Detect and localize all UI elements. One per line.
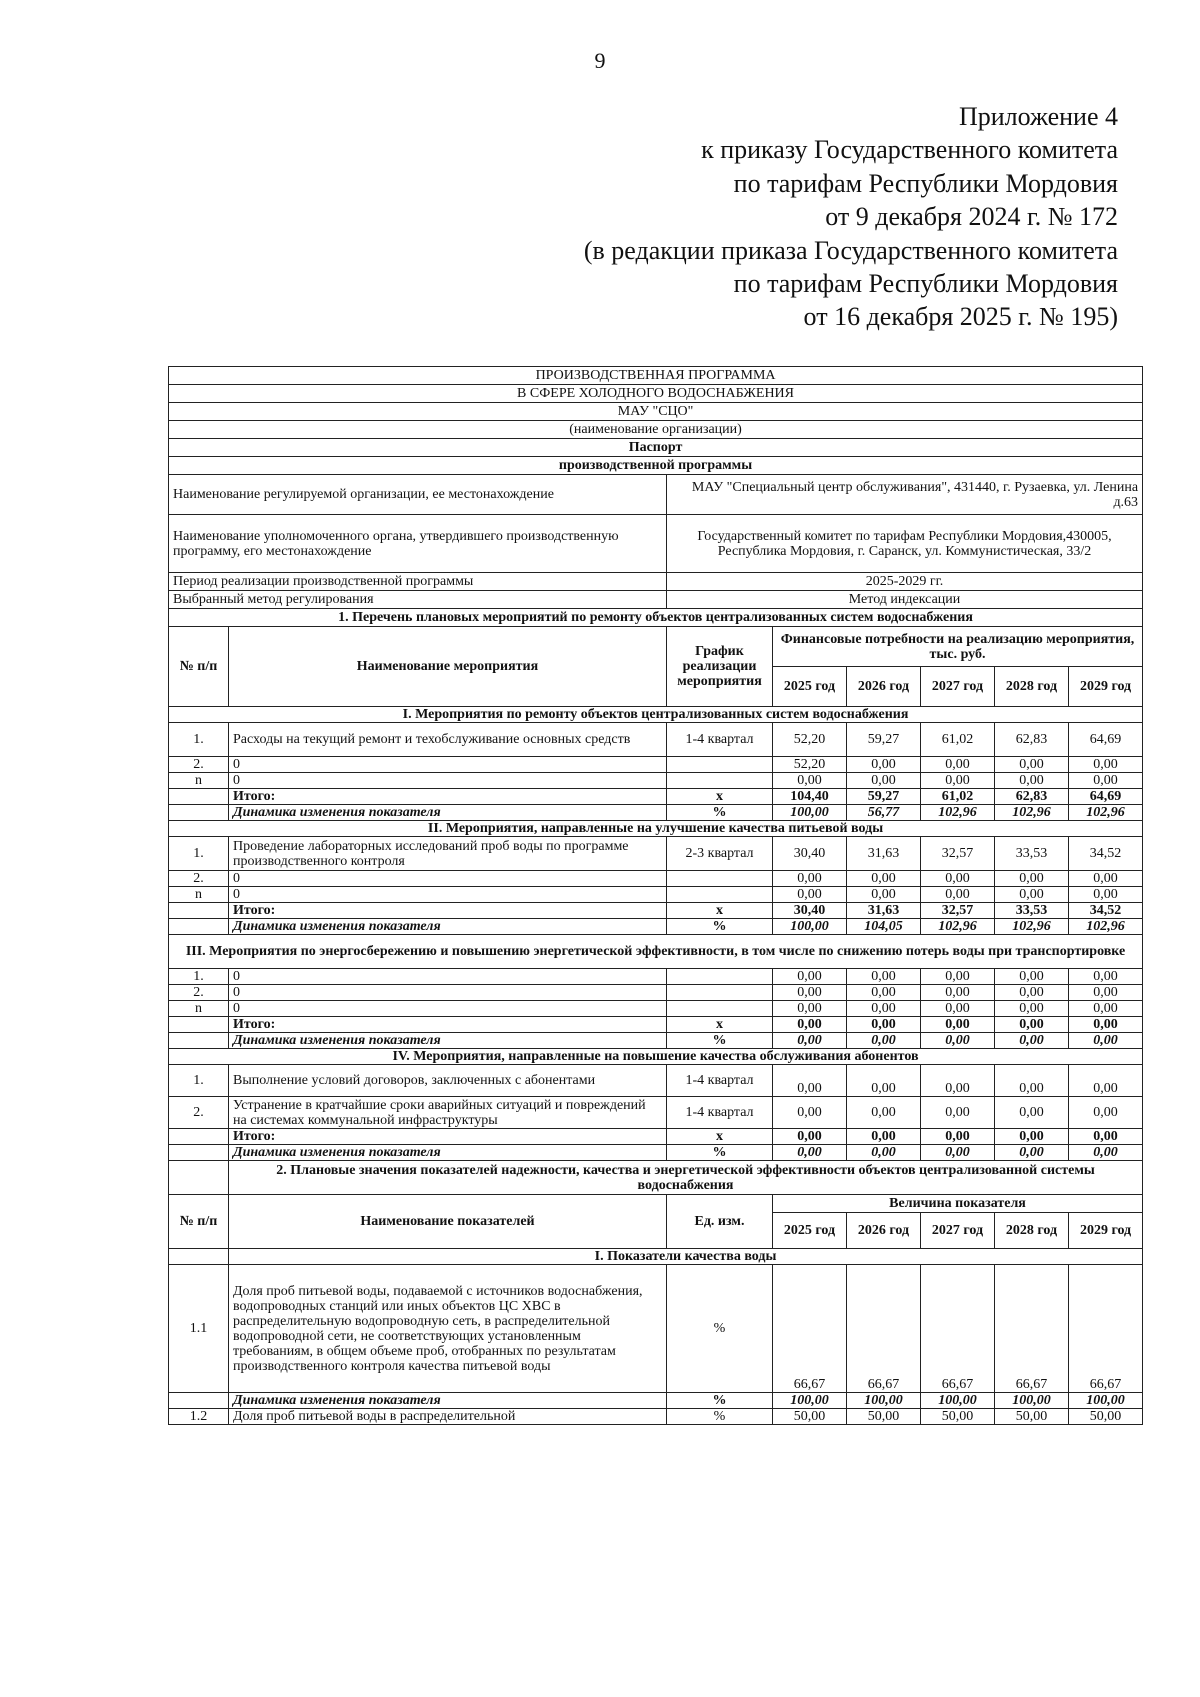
value-cell: 0,00: [1069, 985, 1143, 1001]
total-marker: х: [667, 1129, 773, 1145]
row-number: 2.: [169, 985, 229, 1001]
dynamics-unit: %: [667, 1033, 773, 1049]
dynamics-label: Динамика изменения показателя: [229, 805, 667, 821]
dynamics-value: 0,00: [1069, 1145, 1143, 1161]
program-title: ПРОИЗВОДСТВЕННАЯ ПРОГРАММА: [169, 367, 1143, 385]
row-number: 1.2: [169, 1409, 229, 1425]
total-value: 0,00: [995, 1017, 1069, 1033]
row-number: n: [169, 1001, 229, 1017]
value-cell: 0,00: [847, 969, 921, 985]
appendix-line: Приложение 4: [958, 102, 1118, 131]
value-cell: 0,00: [995, 985, 1069, 1001]
schedule-cell: 1-4 квартал: [667, 1065, 773, 1097]
row-number: 2.: [169, 757, 229, 773]
dynamics-value: 0,00: [847, 1033, 921, 1049]
value-cell: 0,00: [773, 887, 847, 903]
appendix-line: от 16 декабря 2025 г. № 195): [803, 302, 1118, 332]
year-header: 2028 год: [995, 667, 1069, 707]
row-number: 1.1: [169, 1265, 229, 1393]
organization-name: МАУ "СЦО": [169, 403, 1143, 421]
dynamics-value: 100,00: [773, 1393, 847, 1409]
appendix-heading: [478, 100, 1118, 334]
group-title: IV. Мероприятия, направленные на повышение качества обслуживания абонентов: [169, 1049, 1143, 1065]
appendix-line: от 9 декабря 2024 г. № 172: [825, 202, 1118, 232]
passport-label: Период реализации производственной программы: [169, 573, 667, 591]
total-label: Итого:: [229, 903, 667, 919]
appendix-line: к приказу Государственного комитета: [701, 135, 1118, 165]
value-cell: 0,00: [1069, 1065, 1143, 1097]
dynamics-value: 100,00: [773, 805, 847, 821]
value-cell: 0,00: [995, 757, 1069, 773]
year-header: 2025 год: [773, 1213, 847, 1249]
dynamics-value: 100,00: [995, 1393, 1069, 1409]
value-cell: 0,00: [921, 1065, 995, 1097]
dynamics-value: 102,96: [921, 919, 995, 935]
year-header: 2025 год: [773, 667, 847, 707]
col-number-header: № п/п: [169, 627, 229, 707]
value-cell: 0,00: [921, 773, 995, 789]
row-number: 1.: [169, 723, 229, 757]
total-marker: х: [667, 1017, 773, 1033]
schedule-cell: [667, 887, 773, 903]
row-number: n: [169, 773, 229, 789]
activity-name: 0: [229, 871, 667, 887]
dynamics-value: 100,00: [847, 1393, 921, 1409]
activity-name: Расходы на текущий ремонт и техобслуживание основных средств: [229, 723, 667, 757]
passport-label: Наименование уполномоченного органа, утвердившего производственную программу, его местонахождение: [169, 515, 667, 573]
schedule-cell: [667, 871, 773, 887]
activity-name: 0: [229, 773, 667, 789]
year-header: 2027 год: [921, 667, 995, 707]
total-label: Итого:: [229, 1129, 667, 1145]
appendix-line: по тарифам Республики Мордовия: [733, 168, 1118, 198]
total-label: Итого:: [229, 789, 667, 805]
value-cell: 0,00: [1069, 969, 1143, 985]
value-cell: 0,00: [995, 887, 1069, 903]
value-cell: 30,40: [773, 837, 847, 871]
group-title: I. Показатели качества воды: [229, 1249, 1143, 1265]
total-value: 0,00: [773, 1129, 847, 1145]
value-cell: 0,00: [773, 871, 847, 887]
value-cell: 66,67: [773, 1265, 847, 1393]
value-cell: 0,00: [995, 773, 1069, 789]
page-number: 9: [594, 48, 606, 73]
empty-cell: [169, 1033, 229, 1049]
appendix-line: (в редакции приказа Государственного комитета: [583, 235, 1118, 265]
value-cell: 0,00: [995, 1001, 1069, 1017]
year-header: 2028 год: [995, 1213, 1069, 1249]
value-cell: 0,00: [1069, 1001, 1143, 1017]
value-cell: 50,00: [773, 1409, 847, 1425]
schedule-cell: 1-4 квартал: [667, 1097, 773, 1129]
value-cell: 0,00: [1069, 871, 1143, 887]
indicator-name: Доля проб питьевой воды в распределительной: [229, 1409, 667, 1425]
dynamics-unit: %: [667, 805, 773, 821]
value-cell: 62,83: [995, 723, 1069, 757]
activity-name: Проведение лабораторных исследований проб воды по программе производственного контроля: [229, 837, 667, 871]
value-cell: 50,00: [847, 1409, 921, 1425]
value-cell: 66,67: [921, 1265, 995, 1393]
row-number: 2.: [169, 871, 229, 887]
empty-cell: [169, 805, 229, 821]
dynamics-value: 100,00: [921, 1393, 995, 1409]
dynamics-value: 0,00: [995, 1033, 1069, 1049]
total-value: 0,00: [921, 1129, 995, 1145]
value-cell: 0,00: [995, 969, 1069, 985]
empty-cell: [169, 1249, 229, 1265]
dynamics-unit: %: [667, 919, 773, 935]
passport-value: МАУ "Специальный центр обслуживания", 431440, г. Рузаевка, ул. Ленина д.63: [667, 475, 1143, 515]
total-value: 64,69: [1069, 789, 1143, 805]
total-value: 0,00: [773, 1017, 847, 1033]
value-cell: 64,69: [1069, 723, 1143, 757]
activity-name: 0: [229, 1001, 667, 1017]
empty-cell: [169, 789, 229, 805]
group-title: I. Мероприятия по ремонту объектов централизованных систем водоснабжения: [169, 707, 1143, 723]
value-cell: 0,00: [847, 871, 921, 887]
value-cell: 0,00: [921, 1001, 995, 1017]
activity-name: 0: [229, 969, 667, 985]
passport-subtitle: производственной программы: [169, 457, 1143, 475]
value-cell: 0,00: [1069, 773, 1143, 789]
total-value: 104,40: [773, 789, 847, 805]
value-cell: 0,00: [847, 1097, 921, 1129]
empty-cell: [169, 919, 229, 935]
value-cell: 59,27: [847, 723, 921, 757]
empty-cell: [169, 1129, 229, 1145]
dynamics-value: 102,96: [921, 805, 995, 821]
dynamics-value: 0,00: [773, 1033, 847, 1049]
passport-value: Государственный комитет по тарифам Республики Мордовия,430005, Республика Мордовия, г. Саранск, ул. Коммунистическая, 33/2: [667, 515, 1143, 573]
total-marker: х: [667, 903, 773, 919]
col-value-header: Величина показателя: [773, 1195, 1143, 1213]
total-value: 30,40: [773, 903, 847, 919]
value-cell: 0,00: [773, 969, 847, 985]
col-unit-header: Ед. изм.: [667, 1195, 773, 1249]
total-marker: х: [667, 789, 773, 805]
indicator-name: Доля проб питьевой воды, подаваемой с источников водоснабжения, водопроводных станций или иных объектов ЦС ХВС в распределительную водопроводную сеть, в распределительной водопроводной сети, не соответствующих установленным требованиям, в общем объеме проб, отобранных по результатам производственного контроля качества питьевой воды: [229, 1265, 667, 1393]
total-value: 0,00: [847, 1017, 921, 1033]
schedule-cell: 2-3 квартал: [667, 837, 773, 871]
value-cell: 50,00: [995, 1409, 1069, 1425]
total-value: 0,00: [995, 1129, 1069, 1145]
value-cell: 61,02: [921, 723, 995, 757]
value-cell: 0,00: [995, 1065, 1069, 1097]
passport-label: Наименование регулируемой организации, ее местонахождение: [169, 475, 667, 515]
dynamics-value: 102,96: [995, 919, 1069, 935]
passport-value: Метод индексации: [667, 591, 1143, 609]
group-title: II. Мероприятия, направленные на улучшение качества питьевой воды: [169, 821, 1143, 837]
unit-cell: %: [667, 1409, 773, 1425]
dynamics-label: Динамика изменения показателя: [229, 1033, 667, 1049]
row-number: 1.: [169, 969, 229, 985]
value-cell: 0,00: [1069, 1097, 1143, 1129]
year-header: 2026 год: [847, 667, 921, 707]
dynamics-label: Динамика изменения показателя: [229, 1145, 667, 1161]
dynamics-value: 102,96: [1069, 805, 1143, 821]
dynamics-value: 0,00: [773, 1145, 847, 1161]
dynamics-value: 102,96: [1069, 919, 1143, 935]
row-number: 1.: [169, 1065, 229, 1097]
total-value: 61,02: [921, 789, 995, 805]
value-cell: 0,00: [921, 887, 995, 903]
value-cell: 0,00: [847, 773, 921, 789]
row-number: 2.: [169, 1097, 229, 1129]
value-cell: 0,00: [921, 871, 995, 887]
empty-cell: [169, 903, 229, 919]
value-cell: 32,57: [921, 837, 995, 871]
value-cell: 0,00: [995, 1097, 1069, 1129]
section2-title: 2. Плановые значения показателей надежности, качества и энергетической эффективности объектов централизованной системы водоснабжения: [229, 1161, 1143, 1195]
value-cell: 66,67: [847, 1265, 921, 1393]
dynamics-unit: %: [667, 1145, 773, 1161]
organization-caption: (наименование организации): [169, 421, 1143, 439]
program-subtitle: В СФЕРЕ ХОЛОДНОГО ВОДОСНАБЖЕНИЯ: [169, 385, 1143, 403]
dynamics-value: 0,00: [995, 1145, 1069, 1161]
col-name-header: Наименование мероприятия: [229, 627, 667, 707]
value-cell: 0,00: [847, 1065, 921, 1097]
activity-name: 0: [229, 985, 667, 1001]
col-financing-header: Финансовые потребности на реализацию мероприятия, тыс. руб.: [773, 627, 1143, 667]
value-cell: 52,20: [773, 723, 847, 757]
schedule-cell: 1-4 квартал: [667, 723, 773, 757]
value-cell: 0,00: [847, 887, 921, 903]
total-value: 0,00: [1069, 1129, 1143, 1145]
col-number-header: № п/п: [169, 1195, 229, 1249]
passport-value: 2025-2029 гг.: [667, 573, 1143, 591]
total-value: 32,57: [921, 903, 995, 919]
schedule-cell: [667, 1001, 773, 1017]
total-value: 59,27: [847, 789, 921, 805]
total-value: 34,52: [1069, 903, 1143, 919]
activity-name: 0: [229, 887, 667, 903]
unit-cell: %: [667, 1265, 773, 1393]
value-cell: 0,00: [773, 1097, 847, 1129]
dynamics-unit: %: [667, 1393, 773, 1409]
activity-name: Выполнение условий договоров, заключенных с абонентами: [229, 1065, 667, 1097]
value-cell: 0,00: [1069, 887, 1143, 903]
appendix-line: по тарифам Республики Мордовия: [733, 269, 1118, 299]
value-cell: 0,00: [1069, 757, 1143, 773]
value-cell: 0,00: [773, 1001, 847, 1017]
value-cell: 0,00: [847, 985, 921, 1001]
year-header: 2026 год: [847, 1213, 921, 1249]
year-header: 2027 год: [921, 1213, 995, 1249]
value-cell: 33,53: [995, 837, 1069, 871]
value-cell: 66,67: [1069, 1265, 1143, 1393]
dynamics-label: Динамика изменения показателя: [229, 1393, 667, 1409]
empty-cell: [169, 1017, 229, 1033]
value-cell: 0,00: [847, 1001, 921, 1017]
value-cell: 66,67: [995, 1265, 1069, 1393]
year-header: 2029 год: [1069, 667, 1143, 707]
value-cell: 50,00: [1069, 1409, 1143, 1425]
schedule-cell: [667, 773, 773, 789]
row-number: n: [169, 887, 229, 903]
value-cell: 0,00: [773, 773, 847, 789]
total-value: 0,00: [1069, 1017, 1143, 1033]
dynamics-value: 56,77: [847, 805, 921, 821]
value-cell: 0,00: [921, 969, 995, 985]
empty-cell: [169, 1393, 229, 1409]
dynamics-label: Динамика изменения показателя: [229, 919, 667, 935]
group-title: III. Мероприятия по энергосбережению и повышению энергетической эффективности, в том числе по снижению потерь воды при транспортировке: [169, 935, 1143, 969]
section1-title: 1. Перечень плановых мероприятий по ремонту объектов централизованных систем водоснабжения: [169, 609, 1143, 627]
value-cell: 50,00: [921, 1409, 995, 1425]
production-program-table: [168, 366, 1143, 1425]
total-value: 0,00: [921, 1017, 995, 1033]
empty-cell: [169, 1145, 229, 1161]
col-name-header: Наименование показателей: [229, 1195, 667, 1249]
activity-name: Устранение в кратчайшие сроки аварийных ситуаций и повреждений на системах коммунальной инфраструктуры: [229, 1097, 667, 1129]
total-value: 62,83: [995, 789, 1069, 805]
value-cell: 0,00: [921, 1097, 995, 1129]
dynamics-value: 0,00: [921, 1145, 995, 1161]
total-label: Итого:: [229, 1017, 667, 1033]
schedule-cell: [667, 969, 773, 985]
col-schedule-header: График реализации мероприятия: [667, 627, 773, 707]
total-value: 33,53: [995, 903, 1069, 919]
dynamics-value: 100,00: [773, 919, 847, 935]
schedule-cell: [667, 757, 773, 773]
dynamics-value: 0,00: [847, 1145, 921, 1161]
value-cell: 0,00: [847, 757, 921, 773]
value-cell: 0,00: [921, 985, 995, 1001]
dynamics-value: 102,96: [995, 805, 1069, 821]
value-cell: 0,00: [773, 985, 847, 1001]
value-cell: 31,63: [847, 837, 921, 871]
value-cell: 52,20: [773, 757, 847, 773]
dynamics-value: 0,00: [1069, 1033, 1143, 1049]
total-value: 31,63: [847, 903, 921, 919]
dynamics-value: 100,00: [1069, 1393, 1143, 1409]
empty-cell: [169, 1161, 229, 1195]
total-value: 0,00: [847, 1129, 921, 1145]
value-cell: 0,00: [921, 757, 995, 773]
activity-name: 0: [229, 757, 667, 773]
schedule-cell: [667, 985, 773, 1001]
value-cell: 34,52: [1069, 837, 1143, 871]
year-header: 2029 год: [1069, 1213, 1143, 1249]
value-cell: 0,00: [773, 1065, 847, 1097]
dynamics-value: 0,00: [921, 1033, 995, 1049]
passport-title: Паспорт: [169, 439, 1143, 457]
passport-label: Выбранный метод регулирования: [169, 591, 667, 609]
dynamics-value: 104,05: [847, 919, 921, 935]
value-cell: 0,00: [995, 871, 1069, 887]
row-number: 1.: [169, 837, 229, 871]
